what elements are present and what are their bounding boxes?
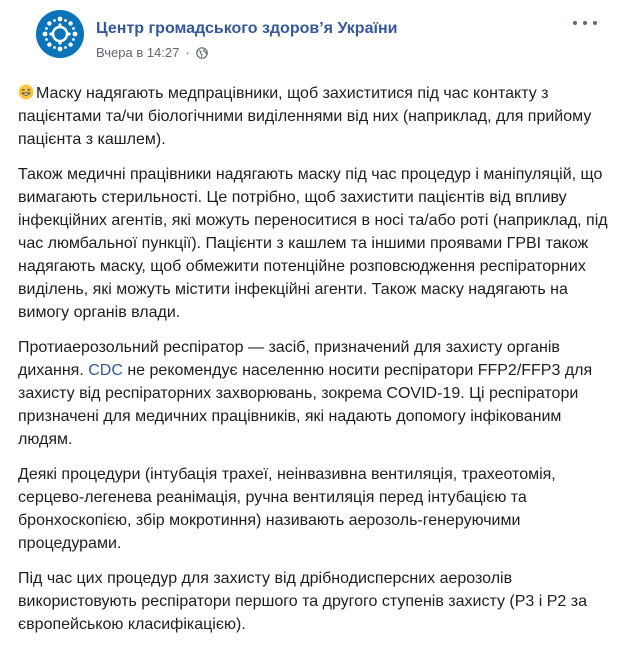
page-avatar[interactable]: [36, 10, 84, 58]
paragraph-1-text: Маску надягають медпрацівники, щоб захиститися під час контакту з пацієнтами та/чи біологічними виділеннями від них (наприклад, для прийому пацієнта з кашлем).: [18, 85, 592, 148]
more-options-icon[interactable]: [573, 16, 597, 30]
post-timestamp[interactable]: Вчера в 14:27: [96, 45, 180, 60]
globe-icon[interactable]: [196, 47, 208, 59]
page-name-link[interactable]: Центр громадського здоров’я України: [96, 20, 398, 37]
paragraph-3: [18, 336, 614, 451]
meta-separator: ·: [185, 45, 190, 60]
paragraph-5: Під час цих процедур для захисту від дрібнодисперсних аерозолів використовують респіратори першого та другого ступенів захисту (Р3 і Р2 за європейською класифікацією).: [18, 570, 587, 633]
post-body: [18, 82, 614, 648]
post-meta: [96, 45, 208, 60]
cdc-link[interactable]: CDC: [88, 362, 123, 379]
grinning-face-emoji: [18, 84, 34, 100]
logo-icon: [36, 10, 84, 58]
paragraph-3-text: Протиаерозольний респіратор — засіб, призначений для захисту органів дихання.: [18, 339, 560, 379]
paragraph-4: Деякі процедури (інтубація трахеї, неінвазивна вентиляція, трахеотомія, серцево-легенева реанімація, ручна вентиляція перед інтубацією та бронхоскопією, збір мокротиння) називають аерозоль-генеруючими процедурами.: [18, 466, 556, 552]
paragraph-1: [18, 82, 614, 151]
post-header: [18, 0, 613, 72]
paragraph-3-rest: не рекомендує населенню носити респіратори FFP2/FFP3 для захисту від респіраторних захворювань, зокрема COVID-19. Ці респіратори призначені для медичних працівників, які надають допомогу інфікованим людям.: [18, 362, 593, 448]
paragraph-2: Також медичні працівники надягають маску під час процедур і маніпуляцій, що вимагають стерильності. Це потрібно, щоб захистити пацієнтів від впливу інфекційних агентів, які можуть переноситися в носі та/або роті (наприклад, під час люмбальної пункції). Пацієнти з кашлем та іншими проявами ГРВІ також надягають маску, щоб обмежити потенційне розповсюдження респіраторних виділень, які можуть містити інфекційні агенти. Також маску надягають на вимогу органів влади.: [18, 166, 608, 321]
